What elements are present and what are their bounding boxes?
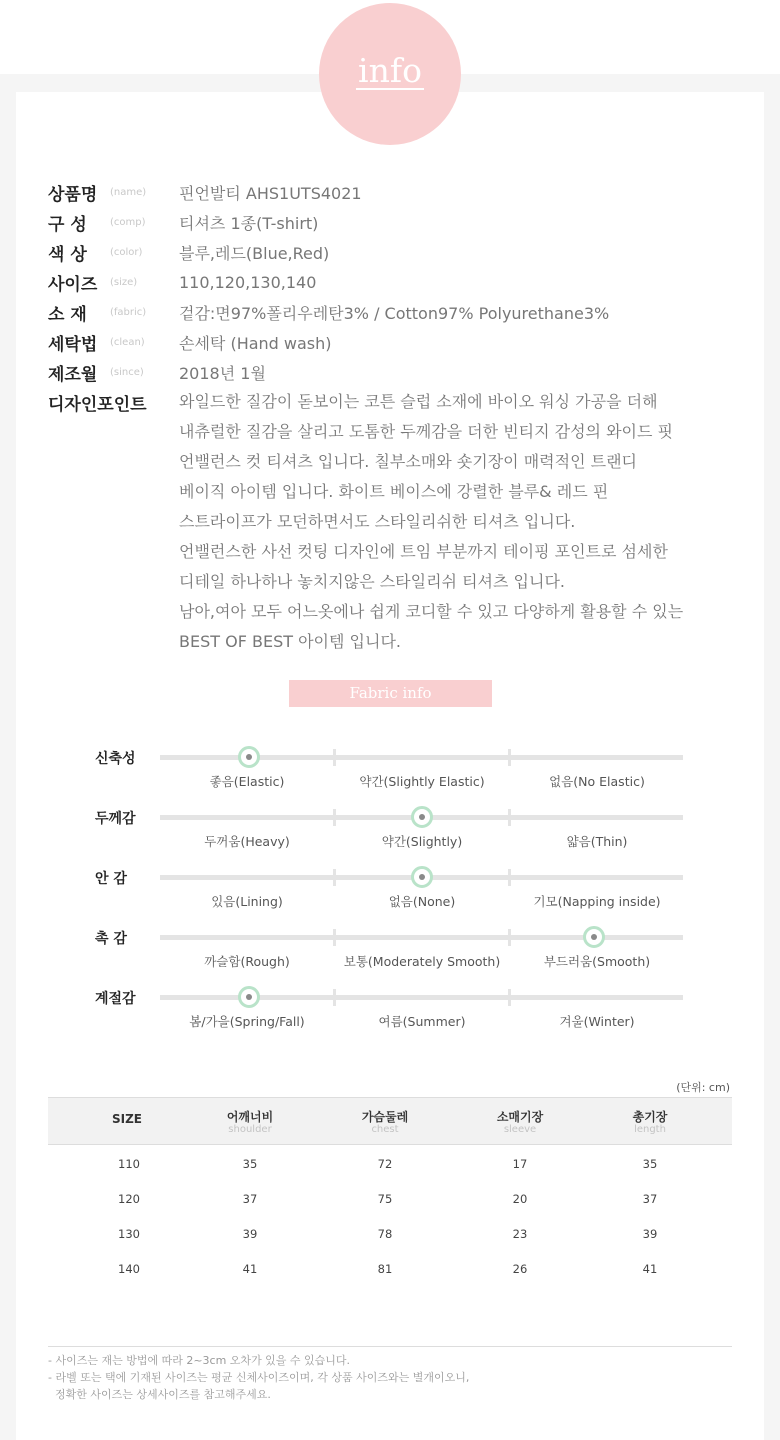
table-cell: 35 (242, 1157, 258, 1171)
spec-label: 색 상 (48, 244, 87, 265)
spec-sub: (fabric) (110, 306, 147, 318)
table-row (48, 1250, 732, 1285)
fabric-option: 없음(None) (388, 894, 456, 909)
column-header-sublabel: chest (371, 1124, 399, 1135)
fabric-scale-track (160, 875, 683, 880)
fabric-row-lining (0, 868, 780, 928)
spec-sub: (clean) (110, 336, 145, 348)
fabric-option: 약간(Slightly) (381, 834, 463, 849)
fabric-level-marker (238, 986, 260, 1008)
spec-value: 손세탁 (Hand wash) (179, 333, 332, 353)
table-cell: 35 (642, 1157, 658, 1171)
fabric-row-label: 안 감 (95, 871, 127, 887)
description-line: 언밸런스한 사선 컷팅 디자인에 트임 부분까지 테이핑 포인트로 섬세한 (179, 542, 668, 561)
spec-row-fabric (48, 297, 610, 327)
scale-tick (508, 929, 511, 946)
fabric-level-marker (583, 926, 605, 948)
fabric-option: 보통(Moderately Smooth) (343, 954, 501, 969)
table-cell: 23 (512, 1227, 528, 1241)
table-cell: 75 (377, 1192, 393, 1206)
spec-row-name (48, 177, 362, 207)
column-header-sleeve (455, 1098, 585, 1136)
fabric-row-texture (0, 928, 780, 988)
fabric-option: 까슬함(Rough) (204, 954, 290, 969)
fabric-scale-track (160, 815, 683, 820)
table-header (48, 1097, 732, 1145)
fabric-row-label: 촉 감 (95, 931, 127, 947)
description-line: 스트라이프가 모던하면서도 스타일리쉬한 티셔츠 입니다. (179, 512, 576, 531)
column-header-label: 가슴둘레 (361, 1110, 409, 1124)
spec-label: 제조월 (48, 364, 98, 385)
fabric-scale-track (160, 995, 683, 1000)
spec-value: 2018년 1월 (179, 363, 266, 383)
fabric-level-marker (238, 746, 260, 768)
table-cell: 37 (642, 1192, 658, 1206)
scale-tick (508, 989, 511, 1006)
fabric-level-marker (411, 866, 433, 888)
scale-tick (508, 869, 511, 886)
notes-divider (48, 1346, 732, 1347)
spec-label: 소 재 (48, 304, 87, 325)
description-line: 언밸런스 컷 티셔츠 입니다. 칠부소매와 숏기장이 매력적인 트랜디 (179, 452, 638, 471)
note-line: - 사이즈는 재는 방법에 따라 2~3cm 오차가 있을 수 있습니다. (48, 1354, 351, 1367)
spec-value: 핀언발티 AHS1UTS4021 (179, 183, 362, 203)
note-line: - 라벨 또는 택에 기재된 사이즈는 평균 신체사이즈이며, 각 상품 사이즈와는 별개이오니, (48, 1371, 470, 1384)
table-cell: 130 (118, 1227, 140, 1241)
table-cell: 81 (377, 1262, 393, 1276)
column-header-sublabel: length (634, 1124, 666, 1135)
scale-tick (333, 929, 336, 946)
table-cell: 41 (242, 1262, 258, 1276)
fabric-row-elasticity (0, 748, 780, 808)
table-cell: 72 (377, 1157, 393, 1171)
scale-tick (333, 989, 336, 1006)
fabric-row-thickness (0, 808, 780, 868)
fabric-option: 얇음(Thin) (566, 834, 628, 849)
column-header-sublabel: sleeve (503, 1124, 537, 1135)
column-header-label: 어깨너비 (226, 1110, 274, 1124)
size-notes (48, 1352, 469, 1403)
table-cell: 78 (377, 1227, 393, 1241)
scale-tick (333, 869, 336, 886)
fabric-row-label: 계절감 (95, 991, 136, 1007)
fabric-row-label: 신축성 (95, 751, 136, 767)
description-line: BEST OF BEST 아이템 입니다. (179, 632, 401, 651)
design-point-label: 디자인포인트 (48, 394, 147, 415)
spec-sub: (since) (110, 366, 144, 378)
column-header-length (585, 1098, 715, 1136)
spec-value: 겉감:면97%폴리우레탄3% / Cotton97% Polyurethane3% (179, 303, 610, 323)
spec-row-color (48, 237, 330, 267)
fabric-option: 기모(Napping inside) (533, 894, 661, 909)
spec-value: 티셔츠 1종(T-shirt) (179, 213, 319, 233)
fabric-option: 봄/가을(Spring/Fall) (189, 1014, 305, 1029)
table-cell: 140 (118, 1262, 140, 1276)
description-line: 남아,여아 모두 어느옷에나 쉽게 코디할 수 있고 다양하게 활용할 수 있는 (179, 602, 684, 621)
spec-row-design (48, 387, 147, 417)
design-description (179, 387, 769, 657)
description-line: 디테일 하나하나 놓치지않은 스타일리쉬 티셔츠 입니다. (179, 572, 566, 591)
spec-sub: (size) (110, 276, 138, 288)
description-line: 와일드한 질감이 돋보이는 코튼 슬럽 소재에 바이오 워싱 가공을 더해 (179, 392, 658, 411)
fabric-option: 여름(Summer) (378, 1014, 466, 1029)
column-header-label: 총기장 (632, 1110, 668, 1124)
scale-tick (508, 809, 511, 826)
description-line: 베이직 아이템 입니다. 화이트 베이스에 강렬한 블루& 레드 핀 (179, 482, 609, 501)
table-cell: 37 (242, 1192, 258, 1206)
spec-row-clean (48, 327, 332, 357)
spec-sub: (comp) (110, 216, 146, 228)
unit-label: (단위: cm) (676, 1081, 730, 1094)
fabric-level-marker (411, 806, 433, 828)
fabric-option: 있음(Lining) (211, 894, 283, 909)
spec-row-comp (48, 207, 319, 237)
fabric-row-label: 두께감 (95, 811, 136, 827)
table-row (48, 1215, 732, 1250)
info-header-badge (319, 3, 461, 145)
table-cell: 110 (118, 1157, 140, 1171)
column-header-size (62, 1098, 192, 1126)
table-row (48, 1180, 732, 1215)
table-cell: 39 (642, 1227, 658, 1241)
fabric-scale-track (160, 755, 683, 760)
spec-label: 구 성 (48, 214, 87, 235)
spec-label: 세탁법 (48, 334, 98, 355)
table-cell: 39 (242, 1227, 258, 1241)
fabric-option: 부드러움(Smooth) (543, 954, 651, 969)
scale-tick (508, 749, 511, 766)
spec-value: 110,120,130,140 (179, 272, 317, 292)
fabric-option: 없음(No Elastic) (549, 774, 645, 789)
spec-value: 블루,레드(Blue,Red) (179, 243, 330, 263)
fabric-option: 약간(Slightly Elastic) (359, 774, 485, 789)
table-row (48, 1145, 732, 1180)
column-header-label: SIZE (111, 1112, 142, 1126)
column-header-sublabel: shoulder (228, 1124, 272, 1135)
fabric-scale-track (160, 935, 683, 940)
description-line: 내츄럴한 질감을 살리고 도톰한 두께감을 더한 빈티지 감성의 와이드 핏 (179, 422, 673, 441)
info-title: info (358, 51, 422, 90)
table-cell: 20 (512, 1192, 528, 1206)
note-line: 정확한 사이즈는 상세사이즈를 참고해주세요. (48, 1388, 271, 1401)
fabric-info-banner: Fabric info (289, 680, 492, 707)
spec-sub: (color) (110, 246, 143, 258)
spec-label: 상품명 (48, 184, 98, 205)
spec-row-since (48, 357, 266, 387)
scale-tick (333, 749, 336, 766)
spec-row-size (48, 267, 317, 297)
scale-tick (333, 809, 336, 826)
table-cell: 120 (118, 1192, 140, 1206)
size-table (48, 1097, 732, 1285)
spec-sub: (name) (110, 186, 147, 198)
fabric-option: 좋음(Elastic) (209, 774, 285, 789)
table-cell: 41 (642, 1262, 658, 1276)
fabric-row-season (0, 988, 780, 1048)
table-cell: 26 (512, 1262, 528, 1276)
fabric-option: 겨울(Winter) (559, 1014, 635, 1029)
spec-label: 사이즈 (48, 274, 98, 295)
fabric-option: 두꺼움(Heavy) (204, 834, 290, 849)
column-header-label: 소매기장 (496, 1110, 544, 1124)
column-header-shoulder (185, 1098, 315, 1136)
column-header-chest (320, 1098, 450, 1136)
table-cell: 17 (512, 1157, 528, 1171)
